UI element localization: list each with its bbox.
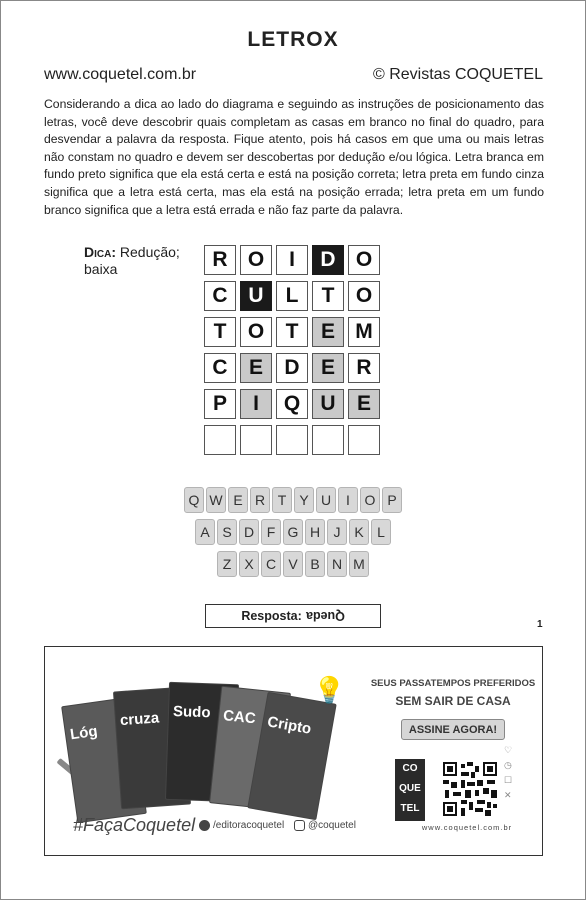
instagram-link[interactable] [294,820,356,831]
magazine-title: CAC [222,707,257,728]
grid-cell: U [240,281,272,311]
grid-row [204,245,384,275]
clock-icon: ◷ [504,760,512,770]
hashtag: #FaçaCoquetel [73,815,196,835]
cup-icon: ☐ [504,775,513,785]
answer-box [205,604,381,628]
logo-line: TEL [400,803,420,814]
facebook-link[interactable] [199,820,284,831]
grid-cell: R [204,245,236,275]
key-b[interactable]: B [305,551,325,577]
page-title: LETROX [247,28,339,51]
grid-cell: T [276,317,308,347]
heart-icon: ♡ [504,745,513,755]
key-w[interactable]: W [206,487,226,513]
magazine-title: Cripto [266,713,313,738]
keyboard [0,487,586,583]
letter-grid [204,245,384,461]
qr-code[interactable] [441,760,499,818]
coquetel-logo [395,759,425,821]
key-s[interactable]: S [217,519,237,545]
lightbulb-icon: 💡 [313,675,346,705]
grid-cell: T [204,317,236,347]
grid-cell: E [312,353,344,383]
grid-cell: I [276,245,308,275]
grid-cell: U [312,389,344,419]
facebook-icon [199,820,210,831]
keyboard-row [0,551,586,577]
hint-label: Dica: [84,244,116,260]
site-url: www.coquetel.com.br [44,66,197,83]
logo-line: QUE [399,783,421,794]
grid-cell-blank[interactable] [348,425,380,455]
grid-row [204,281,384,311]
instructions: Considerando a dica ao lado do diagrama e seguindo as instruções de posicionamento das letras, você deve descobrir quais completam as casas em branco no final do quadro, para desvendar a palavra da resposta. Fique atento, pois há casos em que uma ou mais letras não constam no quadro e devem ser descobertas por dedução e/ou lógica. Letra branca em fundo preto significa que ela está certa e está na posição correta; letra preta em fundo cinza significa que a letra está certa, mas ela está na posição errada; letra preta em um fundo branco significa que a letra está errada e não faz parte da palavra. [44,97,544,217]
key-q[interactable]: Q [184,487,204,513]
grid-cell: O [240,317,272,347]
subscribe-button[interactable]: ASSINE AGORA! [401,719,505,740]
grid-cell-blank[interactable] [312,425,344,455]
grid-cell: D [276,353,308,383]
grid-row [204,353,384,383]
grid-cell: E [348,389,380,419]
grid-row [204,389,384,419]
grid-cell-blank[interactable] [240,425,272,455]
grid-cell: I [240,389,272,419]
grid-cell: O [348,281,380,311]
grid-cell: R [348,353,380,383]
key-a[interactable]: A [195,519,215,545]
keyboard-row [0,519,586,545]
key-t[interactable]: T [272,487,292,513]
grid-cell: P [204,389,236,419]
grid-row [204,425,384,455]
grid-cell-blank[interactable] [276,425,308,455]
copyright: © Revistas COQUETEL [372,66,543,83]
side-icons [504,743,518,803]
key-v[interactable]: V [283,551,303,577]
key-p[interactable]: P [382,487,402,513]
magazine-covers [67,669,337,829]
key-n[interactable]: N [327,551,347,577]
ad-pitch-line1: SEUS PASSATEMPOS PREFERIDOS [370,678,536,689]
grid-cell: D [312,245,344,275]
grid-row [204,317,384,347]
page-number: 1 [537,619,543,630]
grid-cell: T [312,281,344,311]
ad-url: www.coquetel.com.br [421,823,513,832]
ad-banner [44,646,543,856]
key-g[interactable]: G [283,519,303,545]
key-f[interactable]: F [261,519,281,545]
key-j[interactable]: J [327,519,347,545]
grid-cell: E [240,353,272,383]
logo-line: CO [402,763,418,774]
key-r[interactable]: R [250,487,270,513]
hint [84,244,194,278]
key-z[interactable]: Z [217,551,237,577]
key-k[interactable]: K [349,519,369,545]
key-x[interactable]: X [239,551,259,577]
instagram-icon [294,820,305,831]
key-m[interactable]: M [349,551,369,577]
magazine-title: Lóg [69,722,99,744]
key-u[interactable]: U [316,487,336,513]
answer-value: Queda [305,609,345,623]
grid-cell: C [204,281,236,311]
close-icon: ✕ [504,790,512,800]
key-c[interactable]: C [261,551,281,577]
grid-cell: C [204,353,236,383]
magazine-title: cruza [119,709,160,730]
key-d[interactable]: D [239,519,259,545]
key-l[interactable]: L [371,519,391,545]
ad-pitch-line2: SEM SAIR DE CASA [395,694,511,708]
grid-cell: O [348,245,380,275]
answer-label: Resposta: [241,609,302,623]
grid-cell: E [312,317,344,347]
hint-text: Redução; baixa [84,244,180,277]
key-y[interactable]: Y [294,487,314,513]
key-h[interactable]: H [305,519,325,545]
instagram-handle: @coquetel [308,820,356,831]
grid-cell-blank[interactable] [204,425,236,455]
keyboard-row [0,487,586,513]
grid-cell: O [240,245,272,275]
key-e[interactable]: E [228,487,248,513]
facebook-handle: /editoracoquetel [213,820,285,831]
key-i[interactable]: I [338,487,358,513]
grid-cell: L [276,281,308,311]
key-o[interactable]: O [360,487,380,513]
grid-cell: M [348,317,380,347]
magazine-title: Sudo [172,702,211,722]
grid-cell: Q [276,389,308,419]
